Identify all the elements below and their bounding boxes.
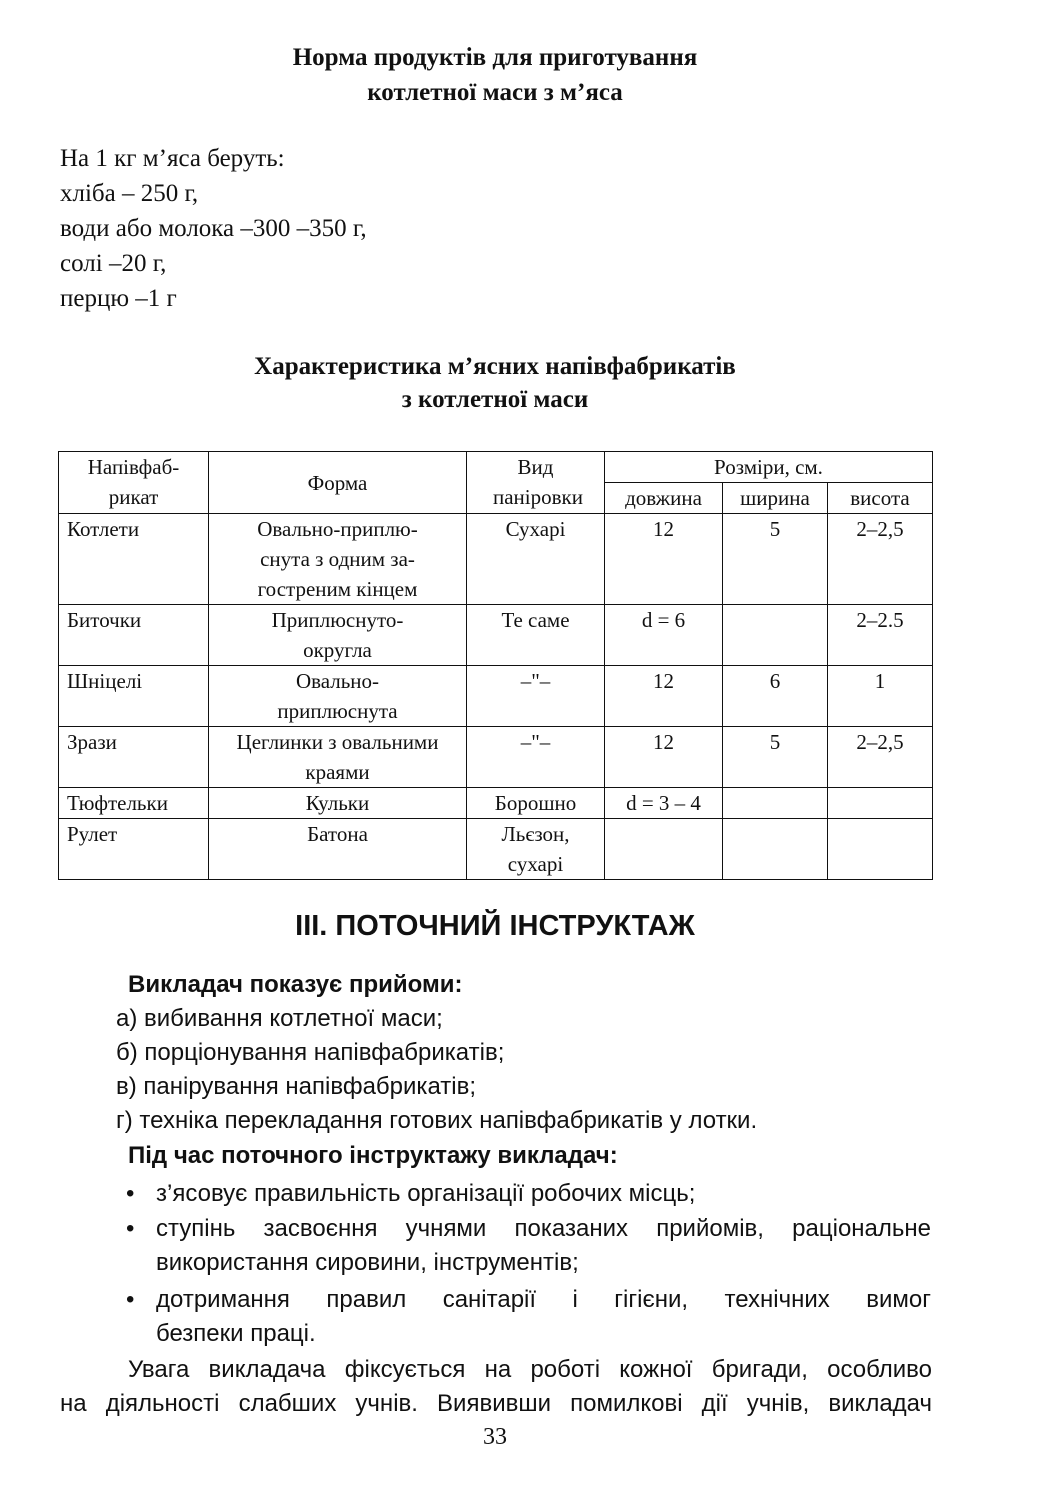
section1-title-line2: котлетної маси з м’яса bbox=[367, 79, 623, 106]
list-item: г) техніка перекладання готових напівфабрикатів у лотки. bbox=[116, 1107, 758, 1134]
cell-height bbox=[828, 819, 933, 880]
cell-item: Рулет bbox=[59, 819, 209, 880]
bullet-text: ступінь засвоєння учнями показаних прийомів, раціональне bbox=[156, 1215, 931, 1242]
bullet-text: з’ясовує правильність організації робочих місць; bbox=[156, 1180, 696, 1207]
paragraph-line: на діяльності слабших учнів. Виявивши помилкові дії учнів, викладач bbox=[60, 1390, 932, 1417]
cell-breading: Те саме bbox=[467, 605, 605, 666]
bullet-item bbox=[128, 1283, 931, 1351]
header-height: висота bbox=[828, 483, 933, 514]
recipe-line: хліба – 250 г, bbox=[60, 180, 199, 207]
table-row bbox=[59, 514, 933, 605]
cell-height: 2–2,5 bbox=[828, 727, 933, 788]
cell-length: 12 bbox=[605, 666, 723, 727]
header-breading: Вид паніровки bbox=[467, 452, 605, 514]
cell-length: 12 bbox=[605, 514, 723, 605]
cell-width bbox=[723, 605, 828, 666]
table-row bbox=[59, 605, 933, 666]
cell-breading: –"– bbox=[467, 666, 605, 727]
bullet-item bbox=[128, 1212, 931, 1280]
table-row bbox=[59, 727, 933, 788]
cell-width: 6 bbox=[723, 666, 828, 727]
section2-title-line1: Характеристика м’ясних напівфабрикатів bbox=[254, 353, 736, 380]
cell-height: 2–2,5 bbox=[828, 514, 933, 605]
bullet-dot-icon: • bbox=[126, 1180, 135, 1207]
section1-title-line1: Норма продуктів для приготування bbox=[292, 44, 698, 71]
cell-width bbox=[723, 788, 828, 819]
cell-width: 5 bbox=[723, 514, 828, 605]
table-row bbox=[59, 819, 933, 880]
cell-form: Овально-приплю-снута з одним за-гостреним кінцем bbox=[209, 514, 467, 605]
bullet-text-continued: використання сировини, інструментів; bbox=[156, 1249, 579, 1276]
paragraph-line: Увага викладача фіксується на роботі кожної бригади, особливо bbox=[128, 1356, 932, 1383]
cell-form: Кульки bbox=[209, 788, 467, 819]
cell-width: 5 bbox=[723, 727, 828, 788]
cell-length: d = 3 – 4 bbox=[605, 788, 723, 819]
header-item: Напівфаб-рикат bbox=[59, 452, 209, 514]
header-length: довжина bbox=[605, 483, 723, 514]
section3-heading: ІІІ. ПОТОЧНИЙ ІНСТРУКТАЖ bbox=[295, 910, 695, 942]
cell-height: 1 bbox=[828, 666, 933, 727]
cell-item: Шніцелі bbox=[59, 666, 209, 727]
bullet-dot-icon: • bbox=[126, 1286, 135, 1313]
cell-form: Приплюснуто-округла bbox=[209, 605, 467, 666]
recipe-line: На 1 кг м’яса беруть: bbox=[60, 145, 285, 172]
cell-height: 2–2.5 bbox=[828, 605, 933, 666]
cell-breading: Льєзон, сухарі bbox=[467, 819, 605, 880]
list-item: б) порціонування напівфабрикатів; bbox=[116, 1039, 505, 1066]
cell-form: Цеглинки з овальними краями bbox=[209, 727, 467, 788]
cell-breading: Сухарі bbox=[467, 514, 605, 605]
bullet-text: дотримання правил санітарії і гігієни, технічних вимог bbox=[156, 1286, 931, 1313]
table-row bbox=[59, 788, 933, 819]
header-width: ширина bbox=[723, 483, 828, 514]
cell-item: Тюфтельки bbox=[59, 788, 209, 819]
table-row bbox=[59, 666, 933, 727]
bullet-dot-icon: • bbox=[126, 1215, 135, 1242]
cell-item: Биточки bbox=[59, 605, 209, 666]
header-sizes: Розміри, см. bbox=[605, 452, 933, 483]
bullet-item bbox=[128, 1177, 695, 1211]
cell-breading: –"– bbox=[467, 727, 605, 788]
cell-form: Овально-приплюснута bbox=[209, 666, 467, 727]
cell-width bbox=[723, 819, 828, 880]
cell-length: d = 6 bbox=[605, 605, 723, 666]
header-form: Форма bbox=[209, 452, 467, 514]
cell-length bbox=[605, 819, 723, 880]
semi-products-table bbox=[58, 451, 933, 880]
section2-title-line2: з котлетної маси bbox=[401, 386, 589, 413]
cell-item: Котлети bbox=[59, 514, 209, 605]
cell-height bbox=[828, 788, 933, 819]
page-number: 33 bbox=[483, 1424, 507, 1450]
subheading-instructor: Під час поточного інструктажу викладач: bbox=[128, 1142, 618, 1169]
recipe-line: води або молока –300 –350 г, bbox=[60, 215, 367, 242]
list-item: а) вибивання котлетної маси; bbox=[116, 1005, 443, 1032]
bullet-text-continued: безпеки праці. bbox=[156, 1320, 316, 1347]
cell-length: 12 bbox=[605, 727, 723, 788]
subheading-techniques: Викладач показує прийоми: bbox=[128, 971, 463, 998]
cell-form: Батона bbox=[209, 819, 467, 880]
list-item: в) панірування напівфабрикатів; bbox=[116, 1073, 477, 1100]
cell-item: Зрази bbox=[59, 727, 209, 788]
recipe-line: перцю –1 г bbox=[60, 285, 177, 312]
recipe-line: солі –20 г, bbox=[60, 250, 167, 277]
cell-breading: Борошно bbox=[467, 788, 605, 819]
